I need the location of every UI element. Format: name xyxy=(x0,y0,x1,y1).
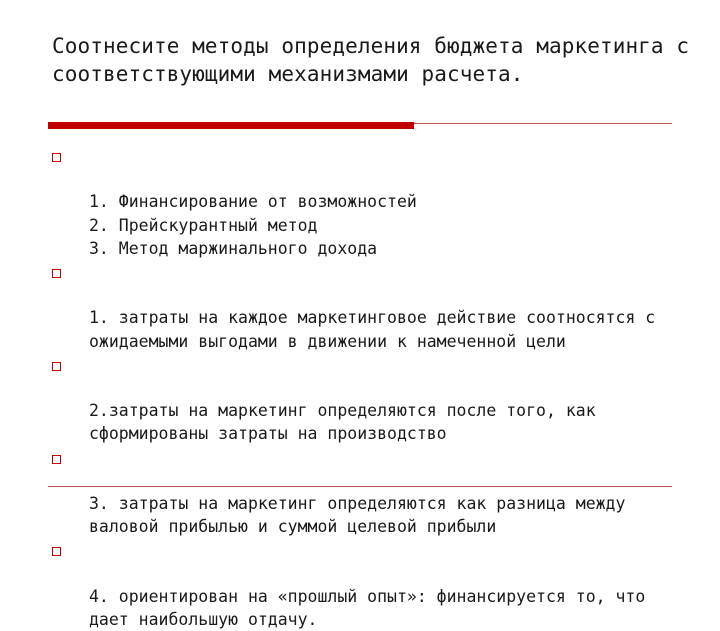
square-bullet-icon xyxy=(52,269,61,278)
bullet-item-mechanism-1 xyxy=(52,260,672,353)
bullet-text: 4. ориентирован на «прошлый опыт»: финансируется то, что дает наибольшую отдачу. xyxy=(89,586,646,630)
bullet-item-mechanism-4 xyxy=(52,538,672,631)
bullet-text: 2.затраты на маркетинг определяются после того, как сформированы затраты на производство xyxy=(89,401,596,444)
bullet-item-mechanism-3 xyxy=(52,446,672,539)
bullet-text: 3. затраты на маркетинг определяются как разница между валовой прибылью и суммой целевой прибыли xyxy=(89,494,626,537)
bullet-item-methods xyxy=(52,144,672,260)
square-bullet-icon xyxy=(52,547,61,556)
square-bullet-icon xyxy=(52,455,61,464)
square-bullet-icon xyxy=(52,153,61,162)
square-bullet-icon xyxy=(52,362,61,371)
bullet-text: 1. Финансирование от возможностей 2. Прейскурантный метод 3. Метод маржинального дохода xyxy=(89,192,417,258)
bullet-text: 1. затраты на каждое маркетинговое действие соотносятся с ожидаемыми выгодами в движении к намеченной цели xyxy=(89,308,656,351)
bottom-divider-line xyxy=(48,486,672,487)
bullet-list xyxy=(52,144,672,631)
bullet-item-mechanism-2 xyxy=(52,353,672,446)
title-accent-bar xyxy=(48,122,414,129)
slide-title: Соотнесите методы определения бюджета маркетинга с соответствующими механизмами расчета. xyxy=(52,34,690,86)
